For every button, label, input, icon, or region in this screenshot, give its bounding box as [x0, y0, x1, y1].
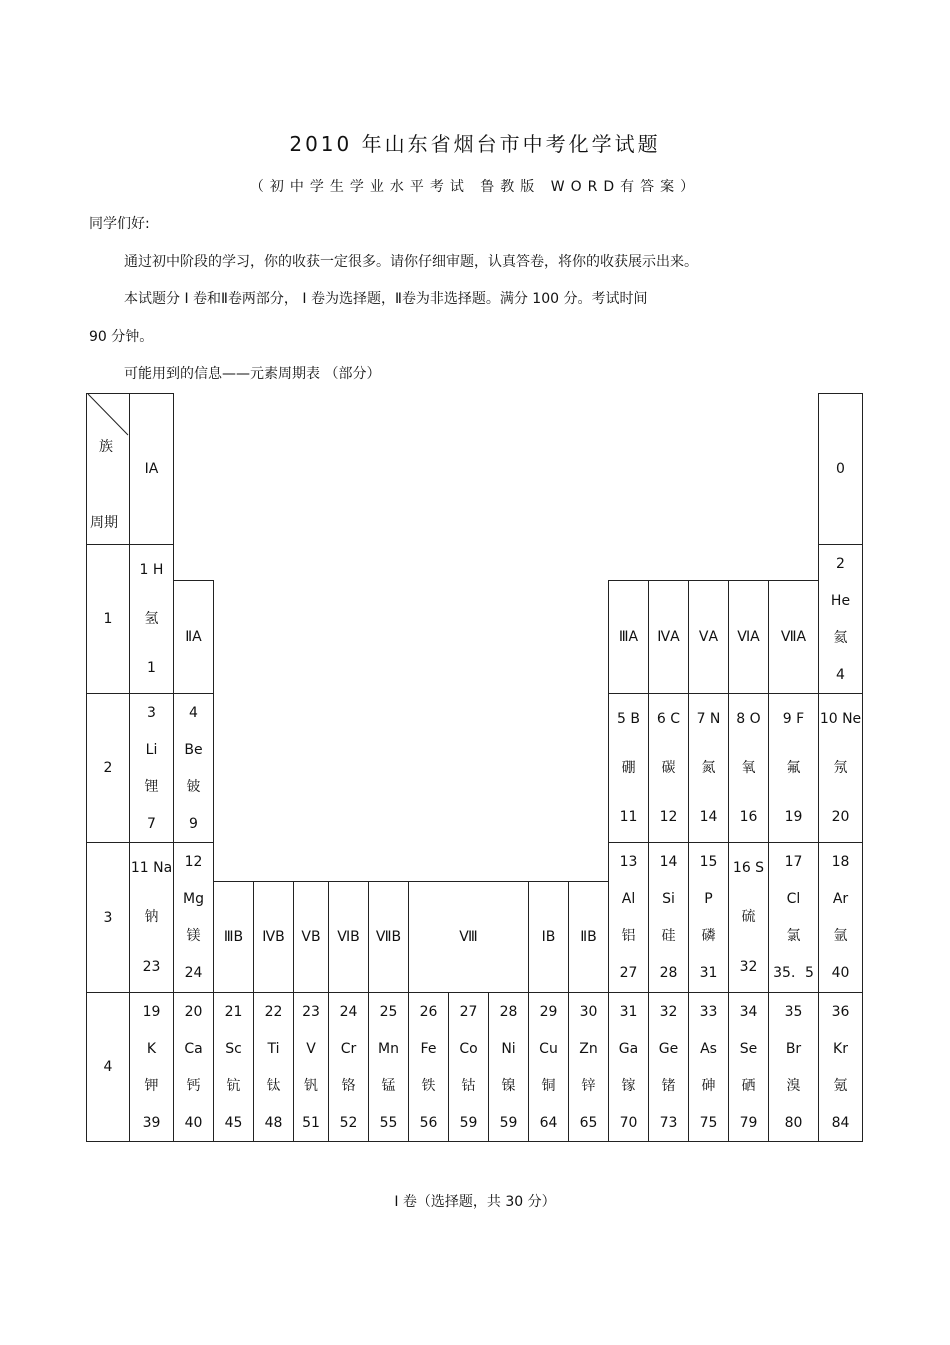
element-Ni-line-3: 镍	[501, 1077, 516, 1094]
element-Se	[728, 992, 769, 1142]
element-Kr-line-1: 36	[831, 1003, 850, 1020]
element-Al-line-3: 铝	[621, 928, 636, 945]
element-Fe-line-2: Fe	[420, 1040, 437, 1057]
element-Li-line-3: 锂	[144, 778, 159, 795]
group-iib-header-line-1: ⅡB	[580, 929, 597, 945]
element-F-line-2: 氟	[786, 759, 801, 776]
element-Mn-line-3: 锰	[381, 1077, 396, 1094]
element-C-line-1: 6 C	[656, 710, 681, 727]
element-Ni-line-4: 59	[499, 1114, 518, 1131]
element-C-line-3: 12	[659, 809, 678, 826]
element-Si-line-1: 14	[659, 853, 678, 870]
element-V-line-4: 51	[302, 1114, 320, 1131]
element-Cu-line-4: 64	[539, 1114, 558, 1131]
element-Cl-line-4: 35．5	[773, 965, 814, 982]
element-Cr-line-3: 铬	[341, 1077, 356, 1094]
group-via-header	[728, 580, 769, 694]
element-He-line-4: 4	[836, 666, 845, 683]
element-Br	[768, 992, 819, 1142]
element-Ge-line-1: 32	[659, 1003, 678, 1020]
element-Ge-line-4: 73	[659, 1114, 678, 1131]
element-Ti	[253, 992, 294, 1142]
group-ib-header	[528, 881, 569, 993]
element-Na-line-1: 11 Na	[130, 859, 173, 876]
element-Ge-line-2: Ge	[658, 1040, 679, 1057]
element-Ga-line-2: Ga	[618, 1040, 639, 1057]
element-H-line-3: 1	[147, 660, 156, 677]
element-Si-line-4: 28	[659, 965, 678, 982]
element-Ti-line-1: 22	[264, 1003, 283, 1020]
group-iva-header-line-1: ⅣA	[657, 629, 680, 645]
element-Cu-line-3: 铜	[541, 1077, 556, 1094]
element-Be	[173, 693, 214, 843]
element-K	[129, 992, 174, 1142]
element-B-line-1: 5 B	[617, 710, 640, 727]
element-H	[129, 544, 174, 694]
element-N-line-3: 14	[699, 809, 718, 826]
page-subtitle: （初中学生学业水平考试 鲁教版 WORD有答案）	[249, 179, 701, 195]
element-Ar-line-2: Ar	[832, 890, 849, 907]
period-1-label-line-1: 1	[103, 611, 113, 627]
group-zero-header-line-1: 0	[836, 461, 845, 477]
group-viii-header	[408, 881, 529, 993]
element-Na-line-3: 23	[142, 959, 161, 976]
element-Ar-line-1: 18	[831, 853, 850, 870]
element-Li-line-4: 7	[147, 815, 156, 832]
section-heading: Ⅰ 卷（选择题，共 30 分）	[394, 1194, 556, 1210]
group-iiib-header	[213, 881, 254, 993]
element-As-line-2: As	[700, 1040, 717, 1057]
element-V-line-1: 23	[302, 1003, 320, 1020]
element-P-line-4: 31	[699, 965, 718, 982]
element-V-line-2: V	[306, 1040, 316, 1057]
element-Mg-line-3: 镁	[186, 928, 201, 945]
element-He-line-3: 氦	[833, 629, 848, 646]
element-Si-line-3: 硅	[661, 928, 676, 945]
element-Li	[129, 693, 174, 843]
element-Co-line-3: 钴	[461, 1077, 476, 1094]
page-title: 2010 年山东省烟台市中考化学试题	[289, 132, 661, 156]
element-N-line-2: 氮	[701, 759, 716, 776]
element-O-line-1: 8 O	[736, 710, 761, 727]
element-Be-line-1: 4	[189, 704, 198, 721]
element-F-line-1: 9 F	[782, 710, 805, 727]
element-Mg	[173, 842, 214, 993]
element-Se-line-3: 硒	[741, 1077, 756, 1094]
element-Ge-line-3: 锗	[661, 1077, 676, 1094]
element-P-line-1: 15	[699, 853, 718, 870]
element-S-line-1: 16 S	[732, 859, 765, 876]
element-Co-line-1: 27	[459, 1003, 478, 1020]
element-Ne-line-1: 10 Ne	[819, 710, 862, 727]
element-Co-line-2: Co	[459, 1040, 478, 1057]
group-vb-header-line-1: ⅤB	[301, 929, 321, 945]
element-Cu	[528, 992, 569, 1142]
element-P-line-2: P	[704, 890, 713, 907]
element-Be-line-4: 9	[189, 815, 198, 832]
element-Co-line-4: 59	[459, 1114, 478, 1131]
element-Ne-line-3: 20	[831, 809, 850, 826]
element-As-line-3: 砷	[701, 1077, 716, 1094]
rules-line-2: 90 分钟。	[89, 329, 154, 345]
element-K-line-2: K	[146, 1040, 157, 1057]
element-Ni-line-1: 28	[499, 1003, 518, 1020]
group-iia-header-line-1: ⅡA	[185, 629, 202, 645]
element-C-line-2: 碳	[661, 759, 676, 776]
element-Kr	[818, 992, 863, 1142]
element-Kr-line-3: 氪	[833, 1077, 848, 1094]
element-Sc-line-3: 钪	[226, 1077, 241, 1094]
corner-group-label: 族	[99, 439, 113, 455]
group-va-header-line-1: ⅤA	[698, 629, 719, 645]
element-Sc-line-1: 21	[224, 1003, 243, 1020]
element-Se-line-2: Se	[739, 1040, 758, 1057]
element-Mn-line-4: 55	[379, 1114, 398, 1131]
element-Ni-line-2: Ni	[501, 1040, 516, 1057]
element-H-line-1: 1 H	[139, 561, 164, 578]
element-Cu-line-1: 29	[539, 1003, 558, 1020]
element-Al-line-1: 13	[619, 853, 638, 870]
group-viia-header	[768, 580, 819, 694]
element-Kr-line-2: Kr	[833, 1040, 848, 1057]
group-viii-header-line-1: Ⅷ	[459, 929, 478, 945]
element-Be-line-2: Be	[184, 741, 203, 758]
element-P-line-3: 磷	[701, 928, 716, 945]
element-Ca-line-1: 20	[184, 1003, 203, 1020]
group-viia-header-line-1: ⅦA	[780, 629, 807, 645]
period-3-label-line-1: 3	[103, 909, 113, 926]
element-Ti-line-4: 48	[264, 1114, 283, 1131]
element-Al	[608, 842, 649, 993]
group-viib-header	[368, 881, 409, 993]
element-O-line-2: 氧	[741, 759, 756, 776]
element-Ti-line-3: 钛	[266, 1077, 281, 1094]
element-B-line-3: 11	[619, 809, 638, 826]
info-label: 可能用到的信息——元素周期表 （部分）	[124, 366, 381, 382]
element-Zn-line-4: 65	[579, 1114, 598, 1131]
element-He	[818, 544, 863, 694]
element-Ca-line-2: Ca	[184, 1040, 203, 1057]
element-Na	[129, 842, 174, 993]
element-Mg-line-4: 24	[184, 965, 203, 982]
element-Zn-line-3: 锌	[581, 1077, 596, 1094]
element-Ne-line-2: 氖	[833, 759, 848, 776]
element-Sc	[213, 992, 254, 1142]
group-ib-header-line-1: ⅠB	[541, 929, 556, 945]
element-K-line-1: 19	[142, 1003, 161, 1020]
element-Cr-line-4: 52	[339, 1114, 358, 1131]
element-Mg-line-1: 12	[184, 853, 203, 870]
element-As	[688, 992, 729, 1142]
element-Mg-line-2: Mg	[183, 890, 204, 907]
group-ivb-header-line-1: ⅣB	[262, 929, 285, 945]
element-Na-line-2: 钠	[144, 909, 159, 926]
element-S-line-3: 32	[739, 959, 758, 976]
element-V-line-3: 钒	[304, 1077, 318, 1094]
period-3-label	[86, 842, 130, 993]
element-F-line-3: 19	[784, 809, 803, 826]
group-zero-header	[818, 393, 863, 545]
element-Br-line-1: 35	[784, 1003, 803, 1020]
rules-line-1: 本试题分 Ⅰ 卷和Ⅱ卷两部分， Ⅰ 卷为选择题，Ⅱ卷为非选择题。满分 100 分。考试时间	[124, 291, 648, 307]
element-F	[768, 693, 819, 843]
element-Cr	[328, 992, 369, 1142]
element-N-line-1: 7 N	[696, 710, 721, 727]
element-Ne	[818, 693, 863, 843]
period-4-label	[86, 992, 130, 1142]
element-Li-line-2: Li	[145, 741, 158, 758]
element-Fe-line-4: 56	[419, 1114, 438, 1131]
element-Al-line-4: 27	[619, 965, 638, 982]
group-vb-header	[293, 881, 329, 993]
element-Zn-line-1: 30	[579, 1003, 598, 1020]
element-Ti-line-2: Ti	[267, 1040, 280, 1057]
element-S	[728, 842, 769, 993]
element-Zn-line-2: Zn	[579, 1040, 598, 1057]
element-Ge	[648, 992, 689, 1142]
element-Ni	[488, 992, 529, 1142]
group-vib-header	[328, 881, 369, 993]
element-Kr-line-4: 84	[831, 1114, 850, 1131]
element-B	[608, 693, 649, 843]
element-Br-line-2: Br	[785, 1040, 802, 1057]
element-Cl-line-2: Cl	[786, 890, 801, 907]
element-Ar-line-4: 40	[831, 965, 850, 982]
element-Ca	[173, 992, 214, 1142]
group-vib-header-line-1: ⅥB	[337, 929, 360, 945]
element-Ga-line-3: 镓	[621, 1077, 636, 1094]
group-ivb-header	[253, 881, 294, 993]
element-Cr-line-2: Cr	[340, 1040, 357, 1057]
element-He-line-1: 2	[836, 555, 845, 572]
element-Cl	[768, 842, 819, 993]
element-As-line-1: 33	[699, 1003, 718, 1020]
group-iia-header	[173, 580, 214, 694]
group-ia-header-line-1: ⅠA	[144, 461, 159, 477]
greeting: 同学们好:	[89, 216, 150, 232]
element-O-line-3: 16	[739, 809, 758, 826]
group-iiib-header-line-1: ⅢB	[223, 929, 244, 945]
element-K-line-3: 钾	[144, 1077, 159, 1094]
group-via-header-line-1: ⅥA	[737, 629, 760, 645]
intro-paragraph: 通过初中阶段的学习，你的收获一定很多。请你仔细审题，认真答卷，将你的收获展示出来。	[124, 254, 698, 270]
element-Ga	[608, 992, 649, 1142]
element-Mn-line-1: 25	[379, 1003, 398, 1020]
group-iiia-header	[608, 580, 649, 694]
element-Sc-line-2: Sc	[225, 1040, 242, 1057]
element-P	[688, 842, 729, 993]
element-Fe-line-3: 铁	[421, 1077, 436, 1094]
element-Cl-line-1: 17	[784, 853, 803, 870]
element-Br-line-3: 溴	[786, 1077, 801, 1094]
element-Cu-line-2: Cu	[539, 1040, 558, 1057]
element-N	[688, 693, 729, 843]
period-2-label-line-1: 2	[103, 760, 113, 776]
element-Be-line-3: 铍	[186, 778, 201, 795]
element-Fe	[408, 992, 449, 1142]
element-Co	[448, 992, 489, 1142]
element-Br-line-4: 80	[784, 1114, 803, 1131]
group-ia-header	[129, 393, 174, 545]
element-Sc-line-4: 45	[224, 1114, 243, 1131]
element-Ar	[818, 842, 863, 993]
element-S-line-2: 硫	[741, 909, 756, 926]
group-viib-header-line-1: ⅦB	[375, 929, 402, 945]
element-H-line-2: 氢	[144, 610, 159, 627]
element-He-line-2: He	[830, 592, 851, 609]
element-Si-line-2: Si	[662, 890, 675, 907]
element-O	[728, 693, 769, 843]
element-As-line-4: 75	[699, 1114, 718, 1131]
period-4-label-line-1: 4	[103, 1059, 113, 1075]
corner-period-label: 周期	[90, 515, 118, 531]
element-Si	[648, 842, 689, 993]
element-Cl-line-3: 氯	[786, 928, 801, 945]
element-Al-line-2: Al	[621, 890, 636, 907]
element-K-line-4: 39	[142, 1114, 161, 1131]
group-iva-header	[648, 580, 689, 694]
element-Ca-line-3: 钙	[186, 1077, 201, 1094]
element-Ga-line-4: 70	[619, 1114, 638, 1131]
element-Ar-line-3: 氩	[833, 928, 848, 945]
group-iib-header	[568, 881, 609, 993]
group-iiia-header-line-1: ⅢA	[618, 629, 639, 645]
group-va-header	[688, 580, 729, 694]
element-C	[648, 693, 689, 843]
element-Ca-line-4: 40	[184, 1114, 203, 1131]
element-Zn	[568, 992, 609, 1142]
element-Mn	[368, 992, 409, 1142]
element-Cr-line-1: 24	[339, 1003, 358, 1020]
element-Se-line-4: 79	[739, 1114, 758, 1131]
period-2-label	[86, 693, 130, 843]
element-V	[293, 992, 329, 1142]
period-1-label	[86, 544, 130, 694]
element-Mn-line-2: Mn	[378, 1040, 399, 1057]
element-Se-line-1: 34	[739, 1003, 758, 1020]
element-B-line-2: 硼	[621, 759, 636, 776]
element-Li-line-1: 3	[147, 704, 156, 721]
element-Ga-line-1: 31	[619, 1003, 638, 1020]
element-Fe-line-1: 26	[419, 1003, 438, 1020]
